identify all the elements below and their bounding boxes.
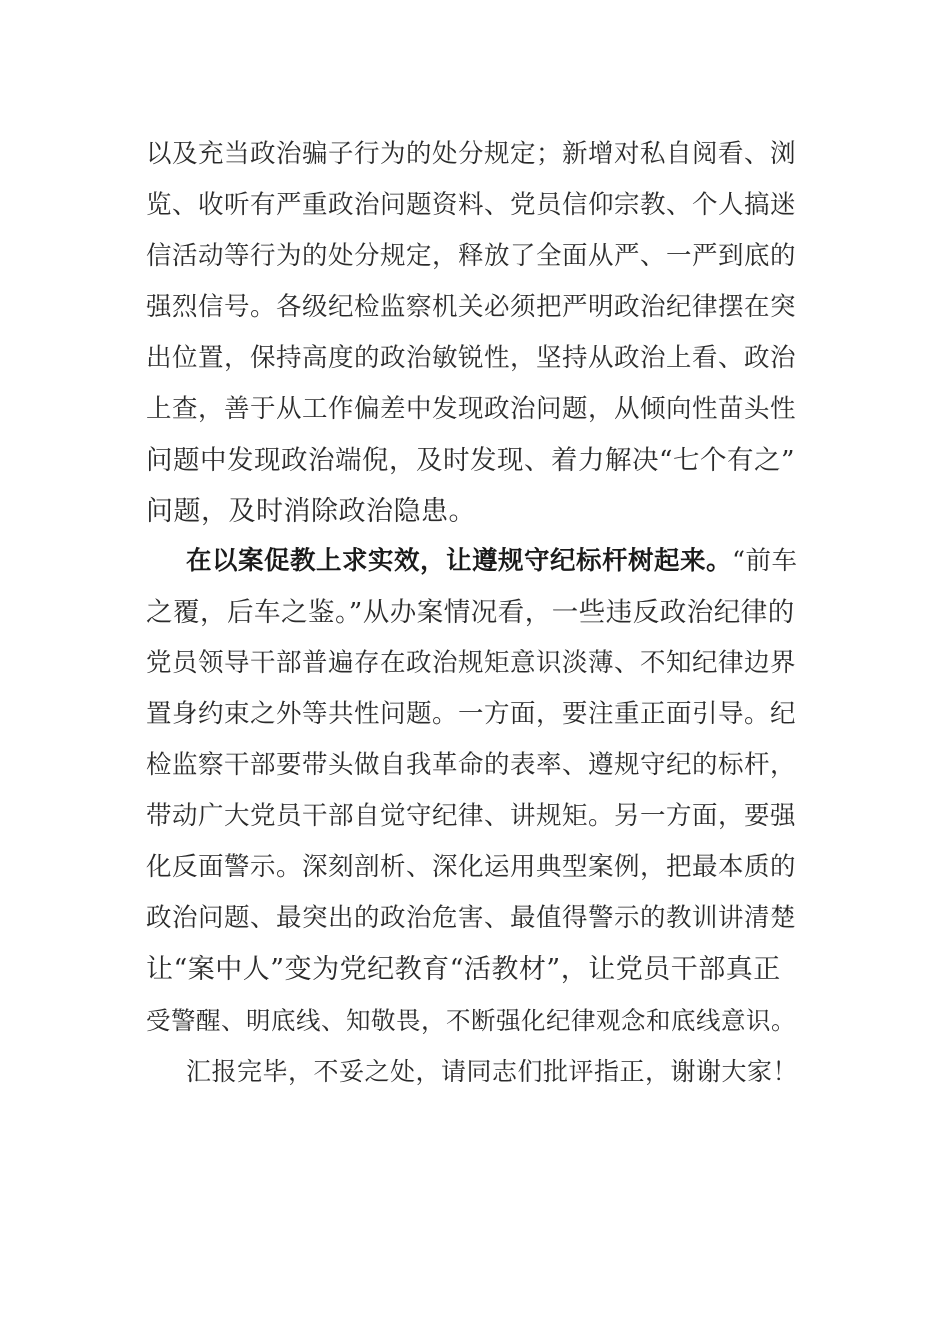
closing-line: 汇报完毕，不妥之处，请同志们批评指正，谢谢大家！ — [186, 1057, 799, 1086]
text-line: 上查，善于从工作偏差中发现政治问题，从倾向性苗头性 — [146, 394, 797, 424]
text-line: 让“案中人”变为党纪教育“活教材”，让党员干部真正 — [146, 954, 781, 985]
text-line: 化反面警示。深刻剖析、深化运用典型案例，把最本质的 — [146, 852, 797, 882]
paragraph-closing — [146, 1046, 806, 1097]
text-line: 问题中发现政治端倪，及时发现、着力解决“七个有之” — [146, 445, 796, 476]
text-line: 以及充当政治骗子行为的处分规定；新增对私自阅看、浏 — [146, 139, 797, 169]
paragraph-heading: 在以案促教上求实效，让遵规守纪标杆树起来。 — [186, 546, 733, 576]
text-fragment: “前车 — [732, 546, 798, 576]
text-line: 政治问题、最突出的政治危害、最值得警示的教训讲清楚 — [146, 903, 797, 933]
text-line: 检监察干部要带头做自我革命的表率、遵规守纪的标杆， — [146, 750, 797, 780]
text-line: 强烈信号。各级纪检监察机关必须把严明政治纪律摆在突 — [146, 292, 797, 322]
paragraph-discipline-rules — [146, 129, 806, 537]
text-line: 之覆，后车之鉴。”从办案情况看，一些违反政治纪律的 — [146, 597, 795, 628]
text-line: 出位置，保持高度的政治敏锐性，坚持从政治上看、政治 — [146, 343, 797, 373]
text-line: 览、收听有严重政治问题资料、党员信仰宗教、个人搞迷 — [146, 190, 797, 220]
text-line-first — [146, 536, 806, 587]
text-line: 受警醒、明底线、知敬畏，不断强化纪律观念和底线意识。 — [146, 1006, 796, 1035]
text-line: 带动广大党员干部自觉守纪律、讲规矩。另一方面，要强 — [146, 801, 797, 831]
text-line: 置身约束之外等共性问题。一方面，要注重正面引导。纪 — [146, 699, 797, 729]
text-line: 党员领导干部普遍存在政治规矩意识淡薄、不知纪律边界 — [146, 648, 797, 678]
paragraph-case-education — [146, 536, 806, 1046]
text-line: 问题，及时消除政治隐患。 — [146, 496, 476, 527]
text-line: 信活动等行为的处分规定，释放了全面从严、一严到底的 — [146, 241, 797, 271]
